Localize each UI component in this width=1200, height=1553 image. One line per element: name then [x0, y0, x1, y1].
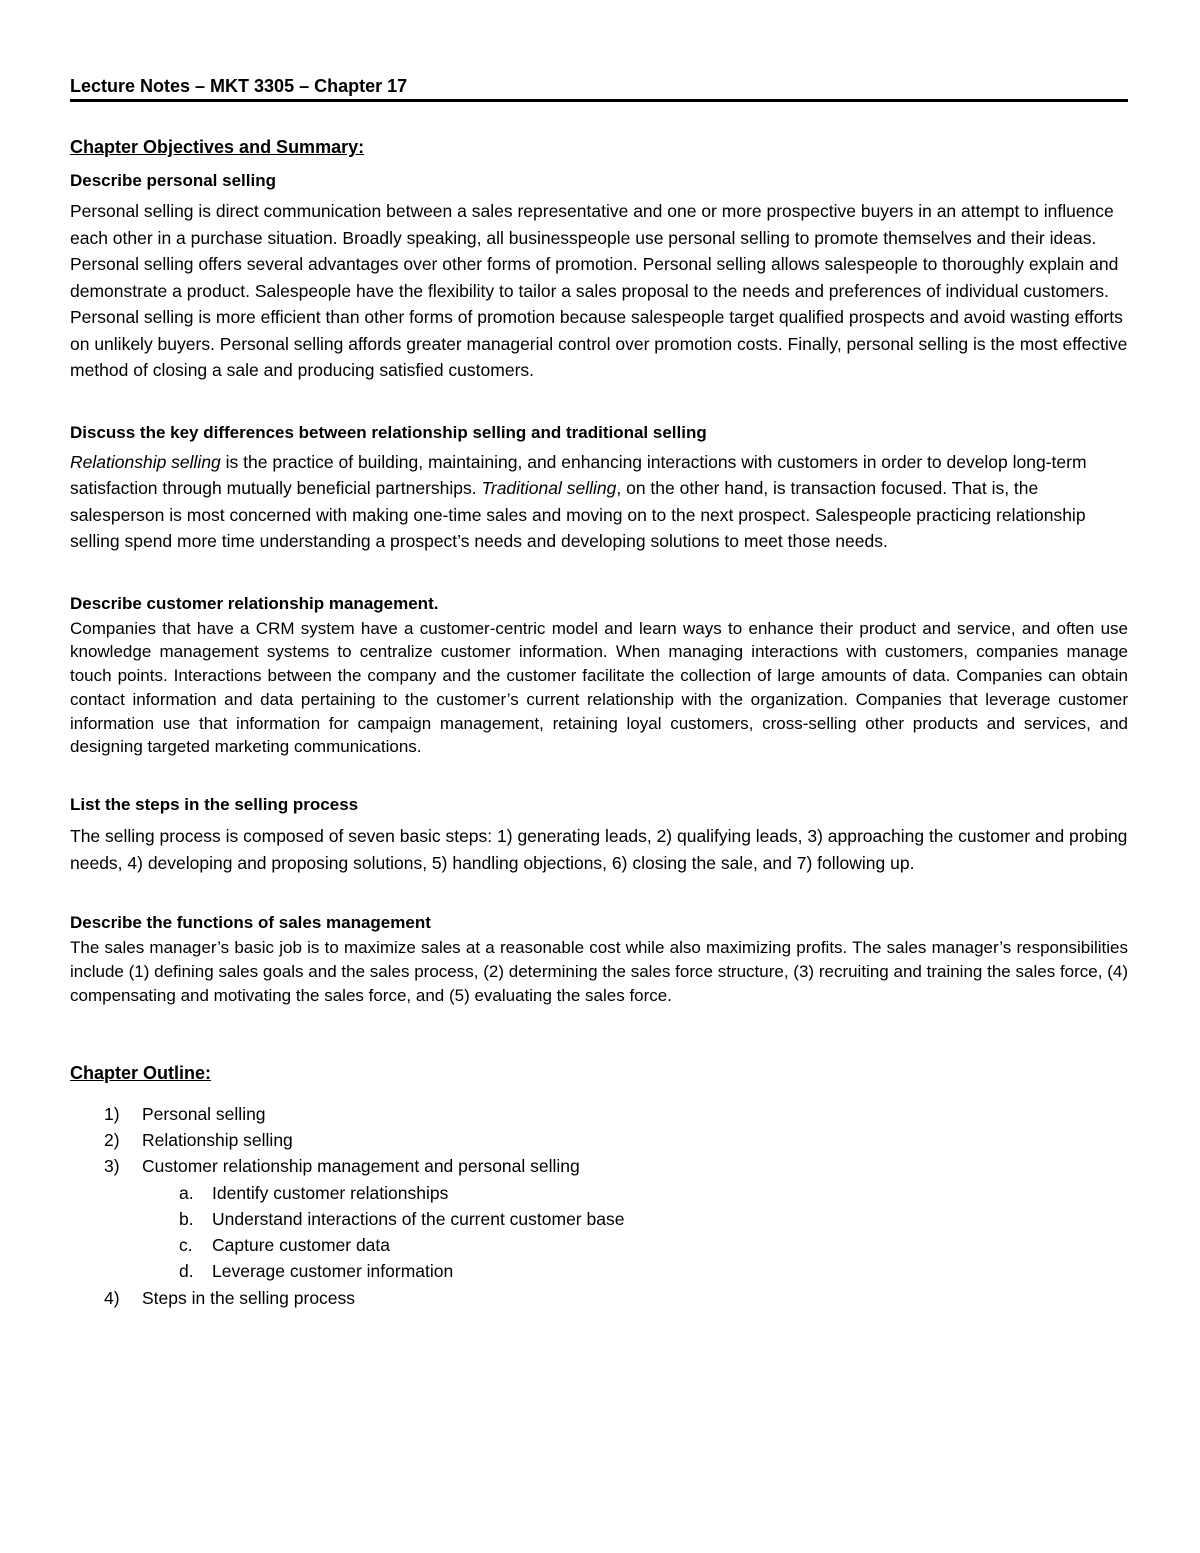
objective-body-selling-steps: The selling process is composed of seven basic steps: 1) generating leads, 2) qualifying leads, 3) approaching the customer and probing needs, 4) developing and proposing solutions, 5) handling objections, 6) closing the sale, and 7) following up. — [70, 826, 1128, 873]
outline-title: Chapter Outline: — [70, 1062, 212, 1083]
objective-body-relationship-selling — [70, 449, 1128, 555]
term-relationship-selling: Relationship selling — [70, 451, 221, 472]
objective-heading-selling-steps: List the steps in the selling process — [70, 795, 359, 815]
outline-item — [70, 1127, 1128, 1153]
outline-item-label: Customer relationship management and personal selling — [142, 1156, 580, 1177]
outline-item-number: 4) — [104, 1287, 120, 1308]
outline-subitem-letter: b. — [179, 1208, 194, 1229]
outline-item-label: Personal selling — [142, 1103, 266, 1124]
outline-subitem-letter: c. — [179, 1235, 193, 1256]
outline-list — [70, 1101, 1128, 1311]
outline-item — [70, 1285, 1128, 1311]
term-traditional-selling: Traditional selling — [481, 478, 617, 498]
outline-item — [70, 1153, 1128, 1284]
objectives-title: Chapter Objectives and Summary: — [70, 137, 365, 157]
document-header-title: Lecture Notes – MKT 3305 – Chapter 17 — [70, 74, 1128, 102]
outline-item — [70, 1101, 1128, 1127]
outline-subitem-letter: a. — [179, 1182, 194, 1203]
outline-subitem-label: Understand interactions of the current customer base — [212, 1208, 625, 1229]
outline-subitem-label: Leverage customer information — [212, 1261, 454, 1282]
outline-subitem — [142, 1232, 1128, 1258]
objective-heading-personal-selling: Describe personal selling — [70, 171, 276, 190]
objective-body-personal-selling: Personal selling is direct communication between a sales representative and one or more prospective buyers in an attempt to influence each other in a purchase situation. Broadly speaking, all businesspeople use personal selling to promote themselves and their ideas. Personal selling offers several advantages over other forms of promotion. Personal selling allows salespeople to thoroughly explain and demonstrate a product. Salespeople have the flexibility to tailor a sales proposal to the needs and preferences of individual customers. Personal selling is more efficient than other forms of promotion because salespeople target qualified prospects and avoid wasting efforts on unlikely buyers. Personal selling affords greater managerial control over promotion costs. Finally, personal selling is the most effective method of closing a sale and producing satisfied customers. — [70, 201, 1128, 380]
objective-body-crm: Companies that have a CRM system have a customer-centric model and learn ways to enhance their product and service, and often use knowledge management systems to centralize customer information. When managing interactions with customers, companies manage touch points. Interactions between the company and the customer facilitate the collection of large amounts of data. Companies can obtain contact information and data pertaining to the customer’s current relationship with the organization. Companies that leverage customer information use that information for campaign management, retaining loyal customers, cross-selling other products and services, and designing targeted marketing communications. — [70, 618, 1128, 757]
body-part-1: is the practice of building, maintaining, and enhancing interactions with customers in order to develop long-term satisfaction through mutually beneficial partnerships. — [70, 451, 1087, 498]
outline-item-number: 3) — [104, 1156, 120, 1177]
outline-subitem-label: Identify customer relationships — [212, 1182, 449, 1203]
objective-body-sales-management: The sales manager’s basic job is to maximize sales at a reasonable cost while also maximizing profits. The sales manager’s responsibilities include (1) defining sales goals and the sales process, (2) determining the sales force structure, (3) recruiting and training the sales force, (4) compensating and motivating the sales force, and (5) evaluating the sales force. — [70, 938, 1128, 1005]
objective-heading-crm: Describe customer relationship management. — [70, 593, 439, 613]
outline-subitem — [142, 1258, 1128, 1284]
outline-subitem — [142, 1206, 1128, 1232]
outline-sublist — [142, 1180, 1128, 1285]
document-page — [70, 74, 1128, 1311]
outline-subitem — [142, 1180, 1128, 1206]
outline-item-number: 2) — [104, 1129, 120, 1150]
outline-subitem-letter: d. — [179, 1261, 194, 1282]
outline-item-number: 1) — [104, 1103, 120, 1124]
outline-item-label: Steps in the selling process — [142, 1287, 356, 1308]
objective-heading-sales-management: Describe the functions of sales management — [70, 913, 431, 933]
outline-item-label: Relationship selling — [142, 1129, 293, 1150]
outline-subitem-label: Capture customer data — [212, 1235, 391, 1256]
body-part-2: , on the other hand, is transaction focused. That is, the salesperson is most concerned with making one-time sales and moving on to the next prospect. Salespeople practicing relationship selling spend more time understanding a prospect’s needs and developing solutions to meet those needs. — [70, 478, 1086, 551]
objective-heading-relationship-selling: Discuss the key differences between relationship selling and traditional selling — [70, 422, 707, 442]
